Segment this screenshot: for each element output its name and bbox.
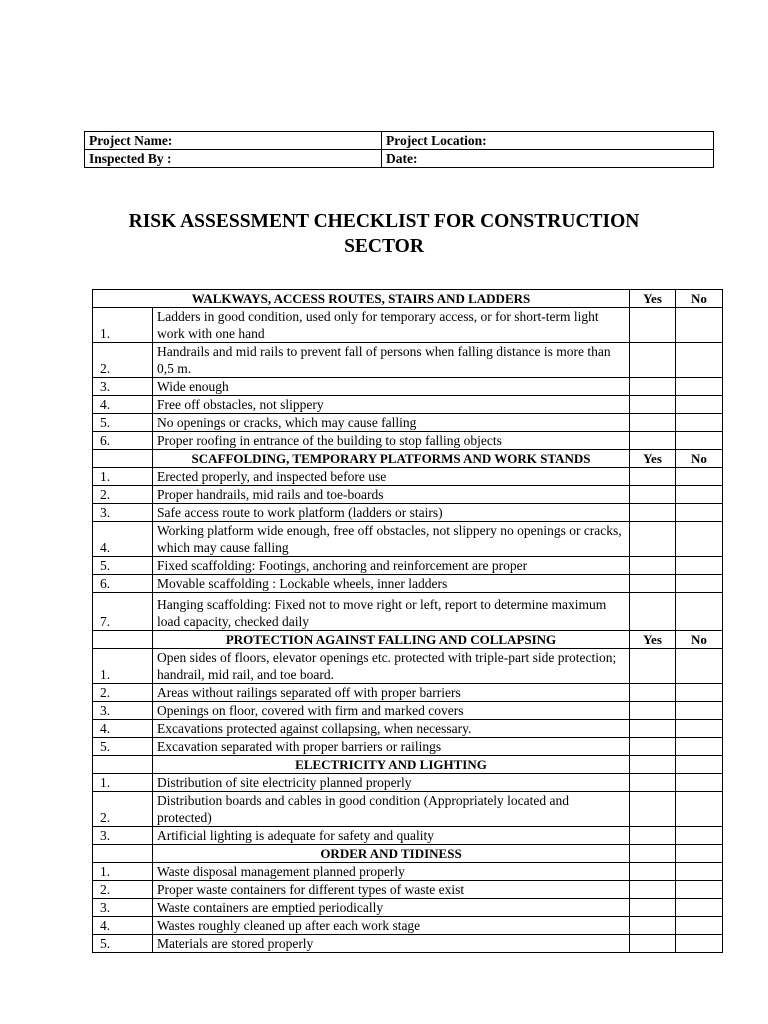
section-header-row bbox=[93, 756, 723, 774]
item-text: Areas without railings separated off with proper barriers bbox=[153, 684, 630, 702]
no-checkbox-cell[interactable] bbox=[676, 522, 723, 557]
yes-checkbox-cell[interactable] bbox=[630, 432, 676, 450]
no-checkbox-cell[interactable] bbox=[676, 649, 723, 684]
no-checkbox-cell[interactable] bbox=[676, 432, 723, 450]
no-checkbox-cell[interactable] bbox=[676, 414, 723, 432]
item-number: 5. bbox=[93, 557, 153, 575]
item-number: 1. bbox=[93, 774, 153, 792]
no-checkbox-cell[interactable] bbox=[676, 396, 723, 414]
yes-column-header: Yes bbox=[630, 450, 676, 468]
checklist-item-row bbox=[93, 593, 723, 631]
project-location-label: Project Location: bbox=[382, 132, 714, 150]
item-text: Distribution boards and cables in good condition (Appropriately located and protected) bbox=[153, 792, 630, 827]
yes-checkbox-cell[interactable] bbox=[630, 702, 676, 720]
project-name-label: Project Name: bbox=[85, 132, 382, 150]
no-checkbox-cell[interactable] bbox=[676, 720, 723, 738]
item-number: 2. bbox=[93, 881, 153, 899]
yes-checkbox-cell[interactable] bbox=[630, 468, 676, 486]
item-text: Hanging scaffolding: Fixed not to move right or left, report to determine maximum load capacity, checked daily bbox=[153, 593, 630, 631]
item-text: Waste containers are emptied periodically bbox=[153, 899, 630, 917]
no-checkbox-cell[interactable] bbox=[676, 917, 723, 935]
no-checkbox-cell[interactable] bbox=[676, 738, 723, 756]
item-text: Openings on floor, covered with firm and marked covers bbox=[153, 702, 630, 720]
yes-checkbox-cell[interactable] bbox=[630, 863, 676, 881]
no-column-header bbox=[676, 845, 723, 863]
item-text: Handrails and mid rails to prevent fall of persons when falling distance is more than 0,5 m. bbox=[153, 343, 630, 378]
project-info-row bbox=[85, 132, 714, 150]
checklist-item-row bbox=[93, 343, 723, 378]
no-checkbox-cell[interactable] bbox=[676, 593, 723, 631]
no-checkbox-cell[interactable] bbox=[676, 343, 723, 378]
item-text: Safe access route to work platform (ladders or stairs) bbox=[153, 504, 630, 522]
yes-checkbox-cell[interactable] bbox=[630, 396, 676, 414]
item-text: Proper waste containers for different types of waste exist bbox=[153, 881, 630, 899]
item-number: 4. bbox=[93, 720, 153, 738]
item-text: Materials are stored properly bbox=[153, 935, 630, 953]
checklist-item-row bbox=[93, 720, 723, 738]
checklist-item-row bbox=[93, 468, 723, 486]
section-header-row bbox=[93, 845, 723, 863]
item-number: 2. bbox=[93, 684, 153, 702]
yes-checkbox-cell[interactable] bbox=[630, 720, 676, 738]
checklist-item-row bbox=[93, 575, 723, 593]
item-text: Fixed scaffolding: Footings, anchoring and reinforcement are proper bbox=[153, 557, 630, 575]
checklist-item-row bbox=[93, 649, 723, 684]
section-header-row bbox=[93, 290, 723, 308]
section-header-blank-cell bbox=[93, 756, 153, 774]
item-text: No openings or cracks, which may cause falling bbox=[153, 414, 630, 432]
yes-checkbox-cell[interactable] bbox=[630, 308, 676, 343]
item-text: Wide enough bbox=[153, 378, 630, 396]
item-text: Excavation separated with proper barriers or railings bbox=[153, 738, 630, 756]
item-number: 4. bbox=[93, 522, 153, 557]
yes-checkbox-cell[interactable] bbox=[630, 557, 676, 575]
no-checkbox-cell[interactable] bbox=[676, 557, 723, 575]
yes-checkbox-cell[interactable] bbox=[630, 486, 676, 504]
document-title-line-1: RISK ASSESSMENT CHECKLIST FOR CONSTRUCTION bbox=[128, 211, 640, 232]
checklist-item-row bbox=[93, 792, 723, 827]
section-header-row bbox=[93, 450, 723, 468]
yes-checkbox-cell[interactable] bbox=[630, 575, 676, 593]
no-checkbox-cell[interactable] bbox=[676, 468, 723, 486]
no-checkbox-cell[interactable] bbox=[676, 899, 723, 917]
section-header-blank-cell bbox=[93, 631, 153, 649]
yes-checkbox-cell[interactable] bbox=[630, 881, 676, 899]
no-checkbox-cell[interactable] bbox=[676, 702, 723, 720]
item-number: 3. bbox=[93, 827, 153, 845]
item-text: Open sides of floors, elevator openings etc. protected with triple-part side protection; handrail, mid rail, and toe board. bbox=[153, 649, 630, 684]
yes-checkbox-cell[interactable] bbox=[630, 593, 676, 631]
section-header-blank-cell bbox=[93, 450, 153, 468]
checklist-item-row bbox=[93, 432, 723, 450]
no-checkbox-cell[interactable] bbox=[676, 863, 723, 881]
item-number: 5. bbox=[93, 414, 153, 432]
item-number: 3. bbox=[93, 899, 153, 917]
date-label: Date: bbox=[382, 150, 714, 168]
section-title: PROTECTION AGAINST FALLING AND COLLAPSING bbox=[153, 631, 630, 649]
item-text: Working platform wide enough, free off obstacles, not slippery no openings or cracks, which may cause falling bbox=[153, 522, 630, 557]
checklist-body bbox=[93, 290, 723, 953]
yes-checkbox-cell[interactable] bbox=[630, 649, 676, 684]
checklist-item-row bbox=[93, 935, 723, 953]
checklist-item-row bbox=[93, 738, 723, 756]
yes-checkbox-cell[interactable] bbox=[630, 917, 676, 935]
item-number: 2. bbox=[93, 792, 153, 827]
checklist-item-row bbox=[93, 863, 723, 881]
item-number: 5. bbox=[93, 935, 153, 953]
yes-checkbox-cell[interactable] bbox=[630, 899, 676, 917]
item-text: Excavations protected against collapsing, when necessary. bbox=[153, 720, 630, 738]
yes-column-header bbox=[630, 756, 676, 774]
checklist-item-row bbox=[93, 899, 723, 917]
item-number: 4. bbox=[93, 917, 153, 935]
no-checkbox-cell[interactable] bbox=[676, 827, 723, 845]
item-text: Distribution of site electricity planned properly bbox=[153, 774, 630, 792]
section-header-blank-cell bbox=[93, 845, 153, 863]
item-text: Movable scaffolding : Lockable wheels, inner ladders bbox=[153, 575, 630, 593]
yes-checkbox-cell[interactable] bbox=[630, 684, 676, 702]
yes-checkbox-cell[interactable] bbox=[630, 522, 676, 557]
section-title: SCAFFOLDING, TEMPORARY PLATFORMS AND WORK STANDS bbox=[153, 450, 630, 468]
item-number: 3. bbox=[93, 504, 153, 522]
no-checkbox-cell[interactable] bbox=[676, 378, 723, 396]
item-number: 3. bbox=[93, 378, 153, 396]
no-checkbox-cell[interactable] bbox=[676, 486, 723, 504]
inspected-by-label: Inspected By : bbox=[85, 150, 382, 168]
item-text: Free off obstacles, not slippery bbox=[153, 396, 630, 414]
yes-checkbox-cell[interactable] bbox=[630, 792, 676, 827]
checklist-item-row bbox=[93, 486, 723, 504]
item-number: 1. bbox=[93, 308, 153, 343]
item-text: Ladders in good condition, used only for temporary access, or for short-term light work with one hand bbox=[153, 308, 630, 343]
checklist-item-row bbox=[93, 827, 723, 845]
item-number: 2. bbox=[93, 343, 153, 378]
yes-column-header bbox=[630, 845, 676, 863]
section-title: ELECTRICITY AND LIGHTING bbox=[153, 756, 630, 774]
no-column-header bbox=[676, 756, 723, 774]
no-checkbox-cell[interactable] bbox=[676, 774, 723, 792]
no-column-header: No bbox=[676, 450, 723, 468]
item-text: Erected properly, and inspected before use bbox=[153, 468, 630, 486]
checklist-item-row bbox=[93, 504, 723, 522]
checklist-item-row bbox=[93, 557, 723, 575]
item-text: Wastes roughly cleaned up after each work stage bbox=[153, 917, 630, 935]
item-number: 3. bbox=[93, 702, 153, 720]
section-title: WALKWAYS, ACCESS ROUTES, STAIRS AND LADDERS bbox=[93, 290, 630, 308]
checklist-item-row bbox=[93, 522, 723, 557]
document-title bbox=[84, 209, 684, 259]
item-number: 1. bbox=[93, 863, 153, 881]
item-number: 1. bbox=[93, 468, 153, 486]
yes-checkbox-cell[interactable] bbox=[630, 935, 676, 953]
inspection-info-row bbox=[85, 150, 714, 168]
item-text: Waste disposal management planned properly bbox=[153, 863, 630, 881]
yes-checkbox-cell[interactable] bbox=[630, 414, 676, 432]
item-number: 5. bbox=[93, 738, 153, 756]
yes-checkbox-cell[interactable] bbox=[630, 827, 676, 845]
no-checkbox-cell[interactable] bbox=[676, 684, 723, 702]
yes-column-header: Yes bbox=[630, 631, 676, 649]
section-header-row bbox=[93, 631, 723, 649]
no-checkbox-cell[interactable] bbox=[676, 504, 723, 522]
no-checkbox-cell[interactable] bbox=[676, 881, 723, 899]
no-column-header: No bbox=[676, 290, 723, 308]
yes-checkbox-cell[interactable] bbox=[630, 738, 676, 756]
checklist-item-row bbox=[93, 396, 723, 414]
no-checkbox-cell[interactable] bbox=[676, 792, 723, 827]
risk-checklist-table bbox=[92, 289, 723, 953]
yes-checkbox-cell[interactable] bbox=[630, 343, 676, 378]
no-checkbox-cell[interactable] bbox=[676, 935, 723, 953]
no-checkbox-cell[interactable] bbox=[676, 308, 723, 343]
item-number: 4. bbox=[93, 396, 153, 414]
checklist-item-row bbox=[93, 881, 723, 899]
item-number: 6. bbox=[93, 575, 153, 593]
no-checkbox-cell[interactable] bbox=[676, 575, 723, 593]
checklist-item-row bbox=[93, 684, 723, 702]
item-text: Artificial lighting is adequate for safety and quality bbox=[153, 827, 630, 845]
document-title-line-2: SECTOR bbox=[344, 236, 424, 257]
checklist-item-row bbox=[93, 774, 723, 792]
item-number: 2. bbox=[93, 486, 153, 504]
checklist-item-row bbox=[93, 414, 723, 432]
yes-checkbox-cell[interactable] bbox=[630, 378, 676, 396]
checklist-item-row bbox=[93, 917, 723, 935]
checklist-item-row bbox=[93, 702, 723, 720]
project-info-table bbox=[84, 131, 714, 168]
checklist-item-row bbox=[93, 308, 723, 343]
yes-checkbox-cell[interactable] bbox=[630, 774, 676, 792]
item-number: 6. bbox=[93, 432, 153, 450]
no-column-header: No bbox=[676, 631, 723, 649]
item-text: Proper roofing in entrance of the building to stop falling objects bbox=[153, 432, 630, 450]
item-number: 7. bbox=[93, 593, 153, 631]
item-text: Proper handrails, mid rails and toe-boards bbox=[153, 486, 630, 504]
checklist-item-row bbox=[93, 378, 723, 396]
yes-checkbox-cell[interactable] bbox=[630, 504, 676, 522]
item-number: 1. bbox=[93, 649, 153, 684]
yes-column-header: Yes bbox=[630, 290, 676, 308]
section-title: ORDER AND TIDINESS bbox=[153, 845, 630, 863]
